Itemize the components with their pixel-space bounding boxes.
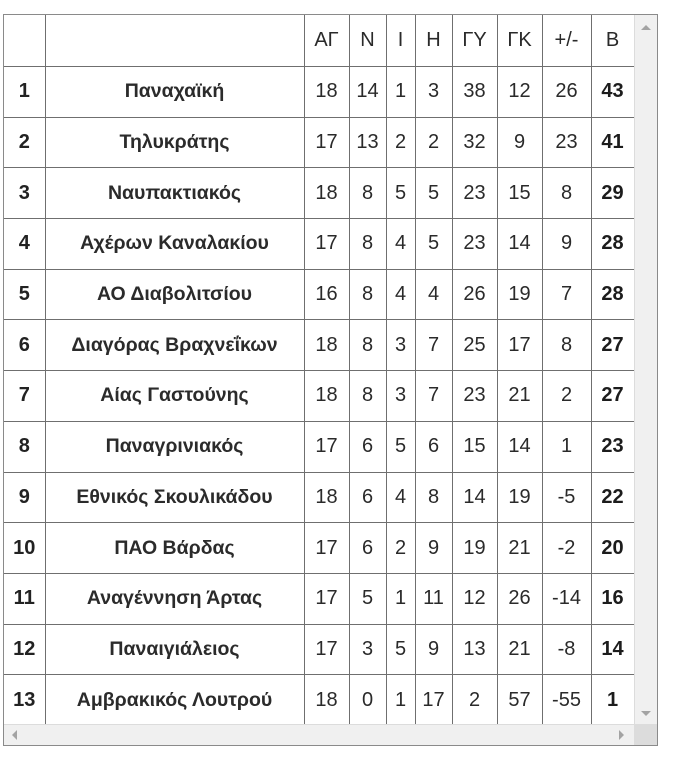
rank-cell: 8 xyxy=(4,421,45,472)
losses-cell: 7 xyxy=(415,320,452,371)
standings-scroll-container xyxy=(3,14,658,746)
header-wins: Ν xyxy=(349,15,386,67)
rank-cell: 10 xyxy=(4,523,45,574)
wins-cell: 13 xyxy=(349,117,386,168)
goals-for-cell: 25 xyxy=(452,320,497,371)
losses-cell: 5 xyxy=(415,219,452,270)
draws-cell: 5 xyxy=(386,624,415,675)
points-cell: 1 xyxy=(591,675,634,724)
losses-cell: 3 xyxy=(415,67,452,118)
goals-for-cell: 12 xyxy=(452,573,497,624)
team-cell: Αχέρων Καναλακίου xyxy=(45,219,304,270)
points-cell: 28 xyxy=(591,269,634,320)
header-rank xyxy=(4,15,45,67)
table-row xyxy=(4,219,634,270)
draws-cell: 1 xyxy=(386,573,415,624)
rank-cell: 2 xyxy=(4,117,45,168)
rank-cell: 12 xyxy=(4,624,45,675)
goals-against-cell: 12 xyxy=(497,67,542,118)
header-goals-against: ΓΚ xyxy=(497,15,542,67)
goal-diff-cell: 8 xyxy=(542,168,591,219)
team-cell: Παναχαϊκή xyxy=(45,67,304,118)
team-cell: Αναγέννηση Άρτας xyxy=(45,573,304,624)
goals-against-cell: 9 xyxy=(497,117,542,168)
goals-against-cell: 14 xyxy=(497,421,542,472)
header-points: Β xyxy=(591,15,634,67)
points-cell: 41 xyxy=(591,117,634,168)
goal-diff-cell: 1 xyxy=(542,421,591,472)
goals-against-cell: 21 xyxy=(497,624,542,675)
header-losses: Η xyxy=(415,15,452,67)
wins-cell: 6 xyxy=(349,421,386,472)
losses-cell: 8 xyxy=(415,472,452,523)
wins-cell: 8 xyxy=(349,320,386,371)
table-row xyxy=(4,675,634,724)
points-cell: 20 xyxy=(591,523,634,574)
table-row xyxy=(4,472,634,523)
goal-diff-cell: 26 xyxy=(542,67,591,118)
team-cell: Παναιγιάλειος xyxy=(45,624,304,675)
header-draws: Ι xyxy=(386,15,415,67)
header-row xyxy=(4,15,634,67)
goal-diff-cell: -55 xyxy=(542,675,591,724)
horizontal-scrollbar[interactable] xyxy=(4,724,634,745)
goals-for-cell: 2 xyxy=(452,675,497,724)
goals-against-cell: 17 xyxy=(497,320,542,371)
played-cell: 16 xyxy=(304,269,349,320)
rank-cell: 1 xyxy=(4,67,45,118)
scroll-left-arrow-icon[interactable] xyxy=(12,730,17,740)
header-goal-diff: +/- xyxy=(542,15,591,67)
header-goals-for: ΓΥ xyxy=(452,15,497,67)
played-cell: 17 xyxy=(304,624,349,675)
played-cell: 18 xyxy=(304,168,349,219)
draws-cell: 5 xyxy=(386,421,415,472)
table-row xyxy=(4,371,634,422)
standings-table xyxy=(4,15,634,724)
wins-cell: 6 xyxy=(349,523,386,574)
losses-cell: 17 xyxy=(415,675,452,724)
standings-body xyxy=(4,67,634,725)
scroll-right-arrow-icon[interactable] xyxy=(619,730,624,740)
team-cell: ΑΟ Διαβολιτσίου xyxy=(45,269,304,320)
goal-diff-cell: -14 xyxy=(542,573,591,624)
draws-cell: 5 xyxy=(386,168,415,219)
goals-for-cell: 15 xyxy=(452,421,497,472)
goals-against-cell: 21 xyxy=(497,523,542,574)
played-cell: 17 xyxy=(304,421,349,472)
team-cell: Αμβρακικός Λουτρού xyxy=(45,675,304,724)
team-cell: Ναυπακτιακός xyxy=(45,168,304,219)
goal-diff-cell: -5 xyxy=(542,472,591,523)
points-cell: 43 xyxy=(591,67,634,118)
draws-cell: 4 xyxy=(386,219,415,270)
team-cell: Παναγρινιακός xyxy=(45,421,304,472)
rank-cell: 11 xyxy=(4,573,45,624)
goal-diff-cell: -2 xyxy=(542,523,591,574)
vertical-scrollbar[interactable] xyxy=(634,15,657,724)
header-played: ΑΓ xyxy=(304,15,349,67)
team-cell: Εθνικός Σκουλικάδου xyxy=(45,472,304,523)
table-row xyxy=(4,117,634,168)
goals-for-cell: 14 xyxy=(452,472,497,523)
table-row xyxy=(4,320,634,371)
table-row xyxy=(4,421,634,472)
points-cell: 28 xyxy=(591,219,634,270)
points-cell: 22 xyxy=(591,472,634,523)
played-cell: 17 xyxy=(304,523,349,574)
losses-cell: 11 xyxy=(415,573,452,624)
team-cell: Τηλυκράτης xyxy=(45,117,304,168)
points-cell: 16 xyxy=(591,573,634,624)
losses-cell: 9 xyxy=(415,624,452,675)
losses-cell: 6 xyxy=(415,421,452,472)
table-row xyxy=(4,624,634,675)
rank-cell: 4 xyxy=(4,219,45,270)
played-cell: 18 xyxy=(304,371,349,422)
points-cell: 29 xyxy=(591,168,634,219)
wins-cell: 8 xyxy=(349,219,386,270)
wins-cell: 14 xyxy=(349,67,386,118)
goals-against-cell: 26 xyxy=(497,573,542,624)
goals-against-cell: 15 xyxy=(497,168,542,219)
header-team xyxy=(45,15,304,67)
rank-cell: 5 xyxy=(4,269,45,320)
goals-for-cell: 38 xyxy=(452,67,497,118)
goal-diff-cell: 23 xyxy=(542,117,591,168)
losses-cell: 7 xyxy=(415,371,452,422)
goals-for-cell: 23 xyxy=(452,371,497,422)
played-cell: 17 xyxy=(304,117,349,168)
played-cell: 17 xyxy=(304,219,349,270)
played-cell: 18 xyxy=(304,472,349,523)
losses-cell: 5 xyxy=(415,168,452,219)
rank-cell: 13 xyxy=(4,675,45,724)
goals-against-cell: 14 xyxy=(497,219,542,270)
table-row xyxy=(4,168,634,219)
played-cell: 18 xyxy=(304,67,349,118)
scrollbar-corner xyxy=(634,724,657,745)
rank-cell: 9 xyxy=(4,472,45,523)
rank-cell: 7 xyxy=(4,371,45,422)
wins-cell: 3 xyxy=(349,624,386,675)
wins-cell: 8 xyxy=(349,168,386,219)
table-viewport xyxy=(4,15,634,724)
played-cell: 17 xyxy=(304,573,349,624)
draws-cell: 3 xyxy=(386,320,415,371)
scroll-up-arrow-icon[interactable] xyxy=(641,25,651,30)
goals-for-cell: 13 xyxy=(452,624,497,675)
draws-cell: 2 xyxy=(386,117,415,168)
draws-cell: 4 xyxy=(386,269,415,320)
goals-for-cell: 23 xyxy=(452,168,497,219)
table-row xyxy=(4,269,634,320)
goals-against-cell: 19 xyxy=(497,269,542,320)
wins-cell: 8 xyxy=(349,371,386,422)
draws-cell: 2 xyxy=(386,523,415,574)
team-cell: Διαγόρας Βραχνεΐκων xyxy=(45,320,304,371)
draws-cell: 4 xyxy=(386,472,415,523)
draws-cell: 1 xyxy=(386,67,415,118)
wins-cell: 6 xyxy=(349,472,386,523)
played-cell: 18 xyxy=(304,320,349,371)
table-row xyxy=(4,67,634,118)
team-cell: ΠΑΟ Βάρδας xyxy=(45,523,304,574)
wins-cell: 5 xyxy=(349,573,386,624)
played-cell: 18 xyxy=(304,675,349,724)
goals-for-cell: 26 xyxy=(452,269,497,320)
goals-for-cell: 32 xyxy=(452,117,497,168)
rank-cell: 6 xyxy=(4,320,45,371)
table-row xyxy=(4,573,634,624)
draws-cell: 1 xyxy=(386,675,415,724)
losses-cell: 4 xyxy=(415,269,452,320)
losses-cell: 9 xyxy=(415,523,452,574)
table-row xyxy=(4,523,634,574)
goal-diff-cell: 9 xyxy=(542,219,591,270)
wins-cell: 0 xyxy=(349,675,386,724)
goal-diff-cell: -8 xyxy=(542,624,591,675)
goals-against-cell: 19 xyxy=(497,472,542,523)
scroll-down-arrow-icon[interactable] xyxy=(641,711,651,716)
goal-diff-cell: 7 xyxy=(542,269,591,320)
points-cell: 27 xyxy=(591,371,634,422)
goals-for-cell: 23 xyxy=(452,219,497,270)
wins-cell: 8 xyxy=(349,269,386,320)
goals-against-cell: 57 xyxy=(497,675,542,724)
goal-diff-cell: 8 xyxy=(542,320,591,371)
losses-cell: 2 xyxy=(415,117,452,168)
goal-diff-cell: 2 xyxy=(542,371,591,422)
points-cell: 23 xyxy=(591,421,634,472)
goals-against-cell: 21 xyxy=(497,371,542,422)
goals-for-cell: 19 xyxy=(452,523,497,574)
team-cell: Αίας Γαστούνης xyxy=(45,371,304,422)
rank-cell: 3 xyxy=(4,168,45,219)
draws-cell: 3 xyxy=(386,371,415,422)
points-cell: 14 xyxy=(591,624,634,675)
points-cell: 27 xyxy=(591,320,634,371)
